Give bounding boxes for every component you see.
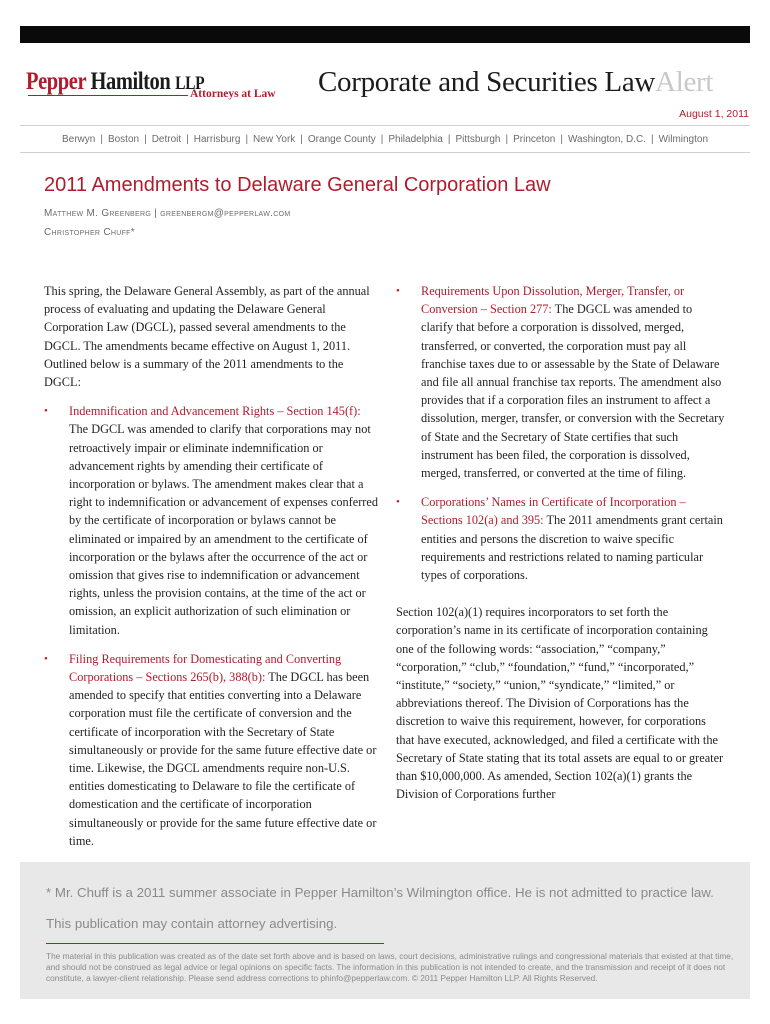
list-item (44, 402, 378, 639)
publication-title-main: Corporate and Securities Law (318, 66, 656, 98)
office-separator: | (380, 134, 384, 145)
item-heading: Requirements Upon Dissolution, Merger, Transfer, or Conversion – Section 277: (421, 284, 685, 317)
author-1-name: Matthew M. Greenberg (44, 208, 152, 219)
logo-rule (28, 95, 188, 96)
item-heading: Corporations’ Names in Certificate of Incorporation – Sections 102(a) and 395: (421, 495, 686, 528)
office-separator: | (560, 134, 563, 145)
publication-date: August 1, 2011 (679, 108, 749, 120)
disclaimer: The material in this publication was created as of the date set forth above and is based on laws, court decisions, administrative rulings and congressional materials that existed at that time, and should not be construed as legal advice or legal opinions on specific facts. The information in this publication is not intended to create, and the transmission and receipt of it does not constitute, a lawyer-client relationship. Please send address corrections to phinfo@pepperlaw.com. © 2011 Pepper Hamilton LLP. All Rights Reserved. (46, 951, 734, 983)
item-body: The DGCL was amended to clarify that corporations may not retroactively impair or eliminate indemnification or advancement rights by amending their certificate of incorporation or bylaws. The amendment makes clear that a right to indemnification or advancement of expenses conferred by the certificate of incorporation or bylaws cannot be eliminated or impaired by an amendment to the certificate of incorporation or the bylaws after the occurrence of the act or omission that gives rise to indemnification or advancement rights, unless the provision contains, at the time of the act or omission, an explicit authorization of such elimination or limitation. (69, 422, 379, 637)
office-location: New York (253, 134, 296, 145)
logo-suffix: LLP (175, 73, 205, 94)
author-line-1: Matthew M. Greenberg | greenbergm@pepperlaw.com (44, 208, 291, 219)
office-separator: | (650, 134, 654, 145)
footer-rule (46, 943, 384, 944)
bullet-icon: • (396, 496, 400, 509)
office-locations (20, 134, 750, 145)
top-bar (20, 26, 750, 43)
office-separator: | (186, 134, 189, 145)
left-column (44, 282, 378, 850)
office-location: Berwyn (61, 134, 96, 145)
firm-logo (26, 68, 276, 108)
bullet-icon: • (44, 652, 48, 665)
office-separator: | (245, 134, 249, 145)
bullet-icon: • (44, 405, 48, 418)
list-item (44, 650, 378, 850)
office-separator: | (144, 134, 147, 145)
publication-title-suffix: Alert (655, 66, 714, 98)
section-102-paragraph: Section 102(a)(1) requires incorporators to set forth the corporation’s name in its certificate of incorporation containing one of the following words: “association,” “company,” “corporation,” “club,” “foundation,” “fund,” “incorporated,” “institute,” “society,” “union,” “syndicate,” “limited,” or abbreviations thereof. The Division of Corporations has the discretion to waive this requirement, however, for corporations that have executed, acknowledged, and filed a certificate with the Secretary of State stating that its total assets are equal to or greater than $10,000,000. As amended, Section 102(a)(1) grants the Division of Corporations further (396, 605, 724, 802)
footer-box (20, 862, 750, 999)
item-heading: Filing Requirements for Domesticating and Converting Corporations – Sections 265(b), 388(b): (69, 651, 342, 685)
article-title: 2011 Amendments to Delaware General Corporation Law (44, 174, 551, 196)
office-separator: | (300, 134, 303, 145)
author-2-name: Christopher Chuff* (44, 227, 135, 238)
office-location: Pittsburgh (455, 134, 501, 145)
item-body: The DGCL was amended to clarify that before a corporation is dissolved, merged, transferred, or converted, the corporation must pay all franchise taxes due to or assessable by the State of Delaware and file all annual franchise tax reports. The amendment also provides that if a corporation files an instrument to affect a dissolution, merger, transfer, or conversion with the Secretary of State and the Secretary of State certifies that such instrument has been filed, the corporation is dissolved, merged, transferred, or converted at the time of filing. (421, 302, 725, 481)
office-location: Detroit (151, 134, 182, 145)
office-separator: | (505, 134, 509, 145)
office-location: Orange County (307, 134, 376, 145)
author-1-email[interactable]: greenbergm@pepperlaw.com (160, 208, 291, 219)
logo-name-part1: Pepper (26, 68, 86, 95)
office-location: Princeton (513, 134, 556, 145)
publication-title (318, 66, 713, 99)
list-item (396, 282, 726, 482)
logo-name-part2: Hamilton (90, 68, 171, 95)
header-divider-top (20, 125, 750, 126)
item-heading: Indemnification and Advancement Rights – Section 145(f): (69, 404, 361, 419)
bullet-icon: • (396, 285, 400, 297)
header-divider-bottom (20, 152, 750, 153)
office-location: Washington, D.C. (567, 134, 646, 145)
office-location: Wilmington (658, 134, 709, 145)
office-location: Philadelphia (388, 134, 443, 145)
intro-paragraph: This spring, the Delaware General Assembly, as part of the annual process of evaluating and updating the Delaware General Corporation Law (DGCL), passed several amendments to the DGCL. The amendments became effective on August 1, 2011. Outlined below is a summary of the 2011 amendments to the DGCL: (44, 284, 370, 390)
office-location: Boston (107, 134, 140, 145)
item-body: The 2011 amendments grant certain entities and persons the discretion to waive specific requirements and restrictions related to naming particular types of corporations. (421, 513, 723, 583)
advertising-notice: This publication may contain attorney advertising. (46, 916, 338, 931)
right-column (396, 282, 726, 803)
office-separator: | (447, 134, 451, 145)
office-separator: | (100, 134, 103, 145)
item-body: The DGCL has been amended to specify that entities converting into a Delaware corporation must file the certificate of conversion and the certificate of incorporation with the Secretary of State simultaneously or provide for the same future effective date or time. Likewise, the DGCL amendments require non-U.S. entities domesticating to Delaware to file the certificate of domestication and the certificate of incorporation simultaneously or provide for the same future effective date or time. (69, 670, 377, 848)
logo-wordmark (26, 68, 204, 96)
office-location: Harrisburg (193, 134, 241, 145)
footnote: * Mr. Chuff is a 2011 summer associate in Pepper Hamilton’s Wilmington office. He is not admitted to practice law. (46, 885, 714, 900)
logo-tagline: Attorneys at Law (190, 88, 276, 100)
list-item (396, 493, 726, 584)
